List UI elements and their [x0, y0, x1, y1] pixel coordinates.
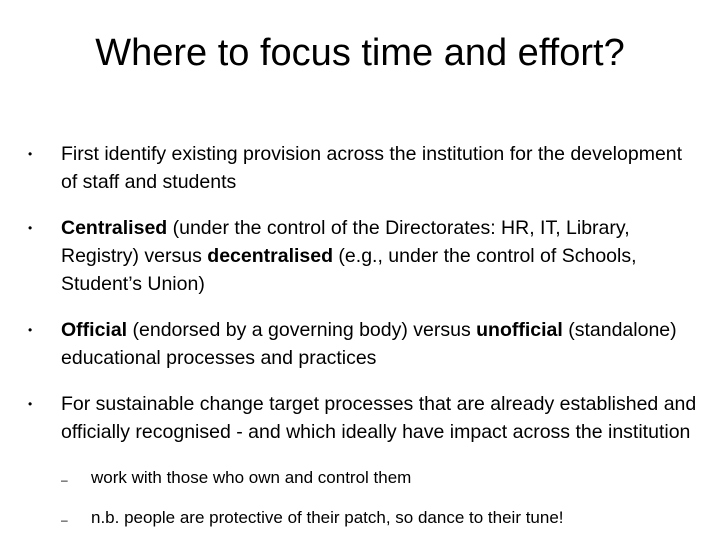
sub-bullet-list	[61, 466, 700, 530]
bullet-marker: •	[28, 221, 33, 235]
bullet-item	[24, 214, 700, 298]
bullet-text	[61, 319, 677, 369]
bold-term-centralised: Centralised	[61, 217, 168, 239]
sub-bullet-text: work with those who own and control them	[91, 468, 412, 487]
bullet-item	[24, 390, 700, 530]
bullet-marker: •	[28, 323, 33, 337]
bullet-text	[61, 143, 682, 193]
slide-title: Where to focus time and effort?	[95, 32, 625, 74]
sub-bullet-marker: –	[61, 513, 68, 527]
bold-term-official: Official	[61, 319, 128, 341]
bullet-text-segment: (e.g., under the control of Schools, Student’s Union)	[61, 245, 637, 295]
bullet-text-segment: For sustainable change target processes that are already established and officially recognised - and which ideally have impact across the institution	[61, 393, 697, 443]
bold-term-decentralised: decentralised	[207, 245, 334, 267]
bullet-marker: •	[28, 397, 33, 411]
bullet-text	[61, 217, 637, 295]
bullet-text-segment: First identify existing provision across the institution for the development of staff and students	[61, 143, 683, 193]
sub-bullet-text: n.b. people are protective of their patch, so dance to their tune!	[91, 508, 564, 527]
bullet-item	[24, 316, 700, 372]
bullet-text-segment: (endorsed by a governing body) versus	[127, 319, 477, 341]
bullet-text-segment: (under the control of the Directorates: HR, IT, Library, Registry) versus	[61, 217, 630, 267]
bullet-text-segment: (standalone) educational processes and practices	[61, 319, 677, 369]
bullet-item	[24, 140, 700, 196]
bullet-text	[61, 393, 696, 443]
sub-bullet-item	[61, 466, 700, 490]
sub-bullet-item	[61, 506, 700, 530]
sub-bullet-marker: –	[61, 473, 68, 487]
bullet-list	[24, 140, 700, 548]
bold-term-unofficial: unofficial	[476, 319, 563, 341]
bullet-marker: •	[28, 147, 33, 161]
